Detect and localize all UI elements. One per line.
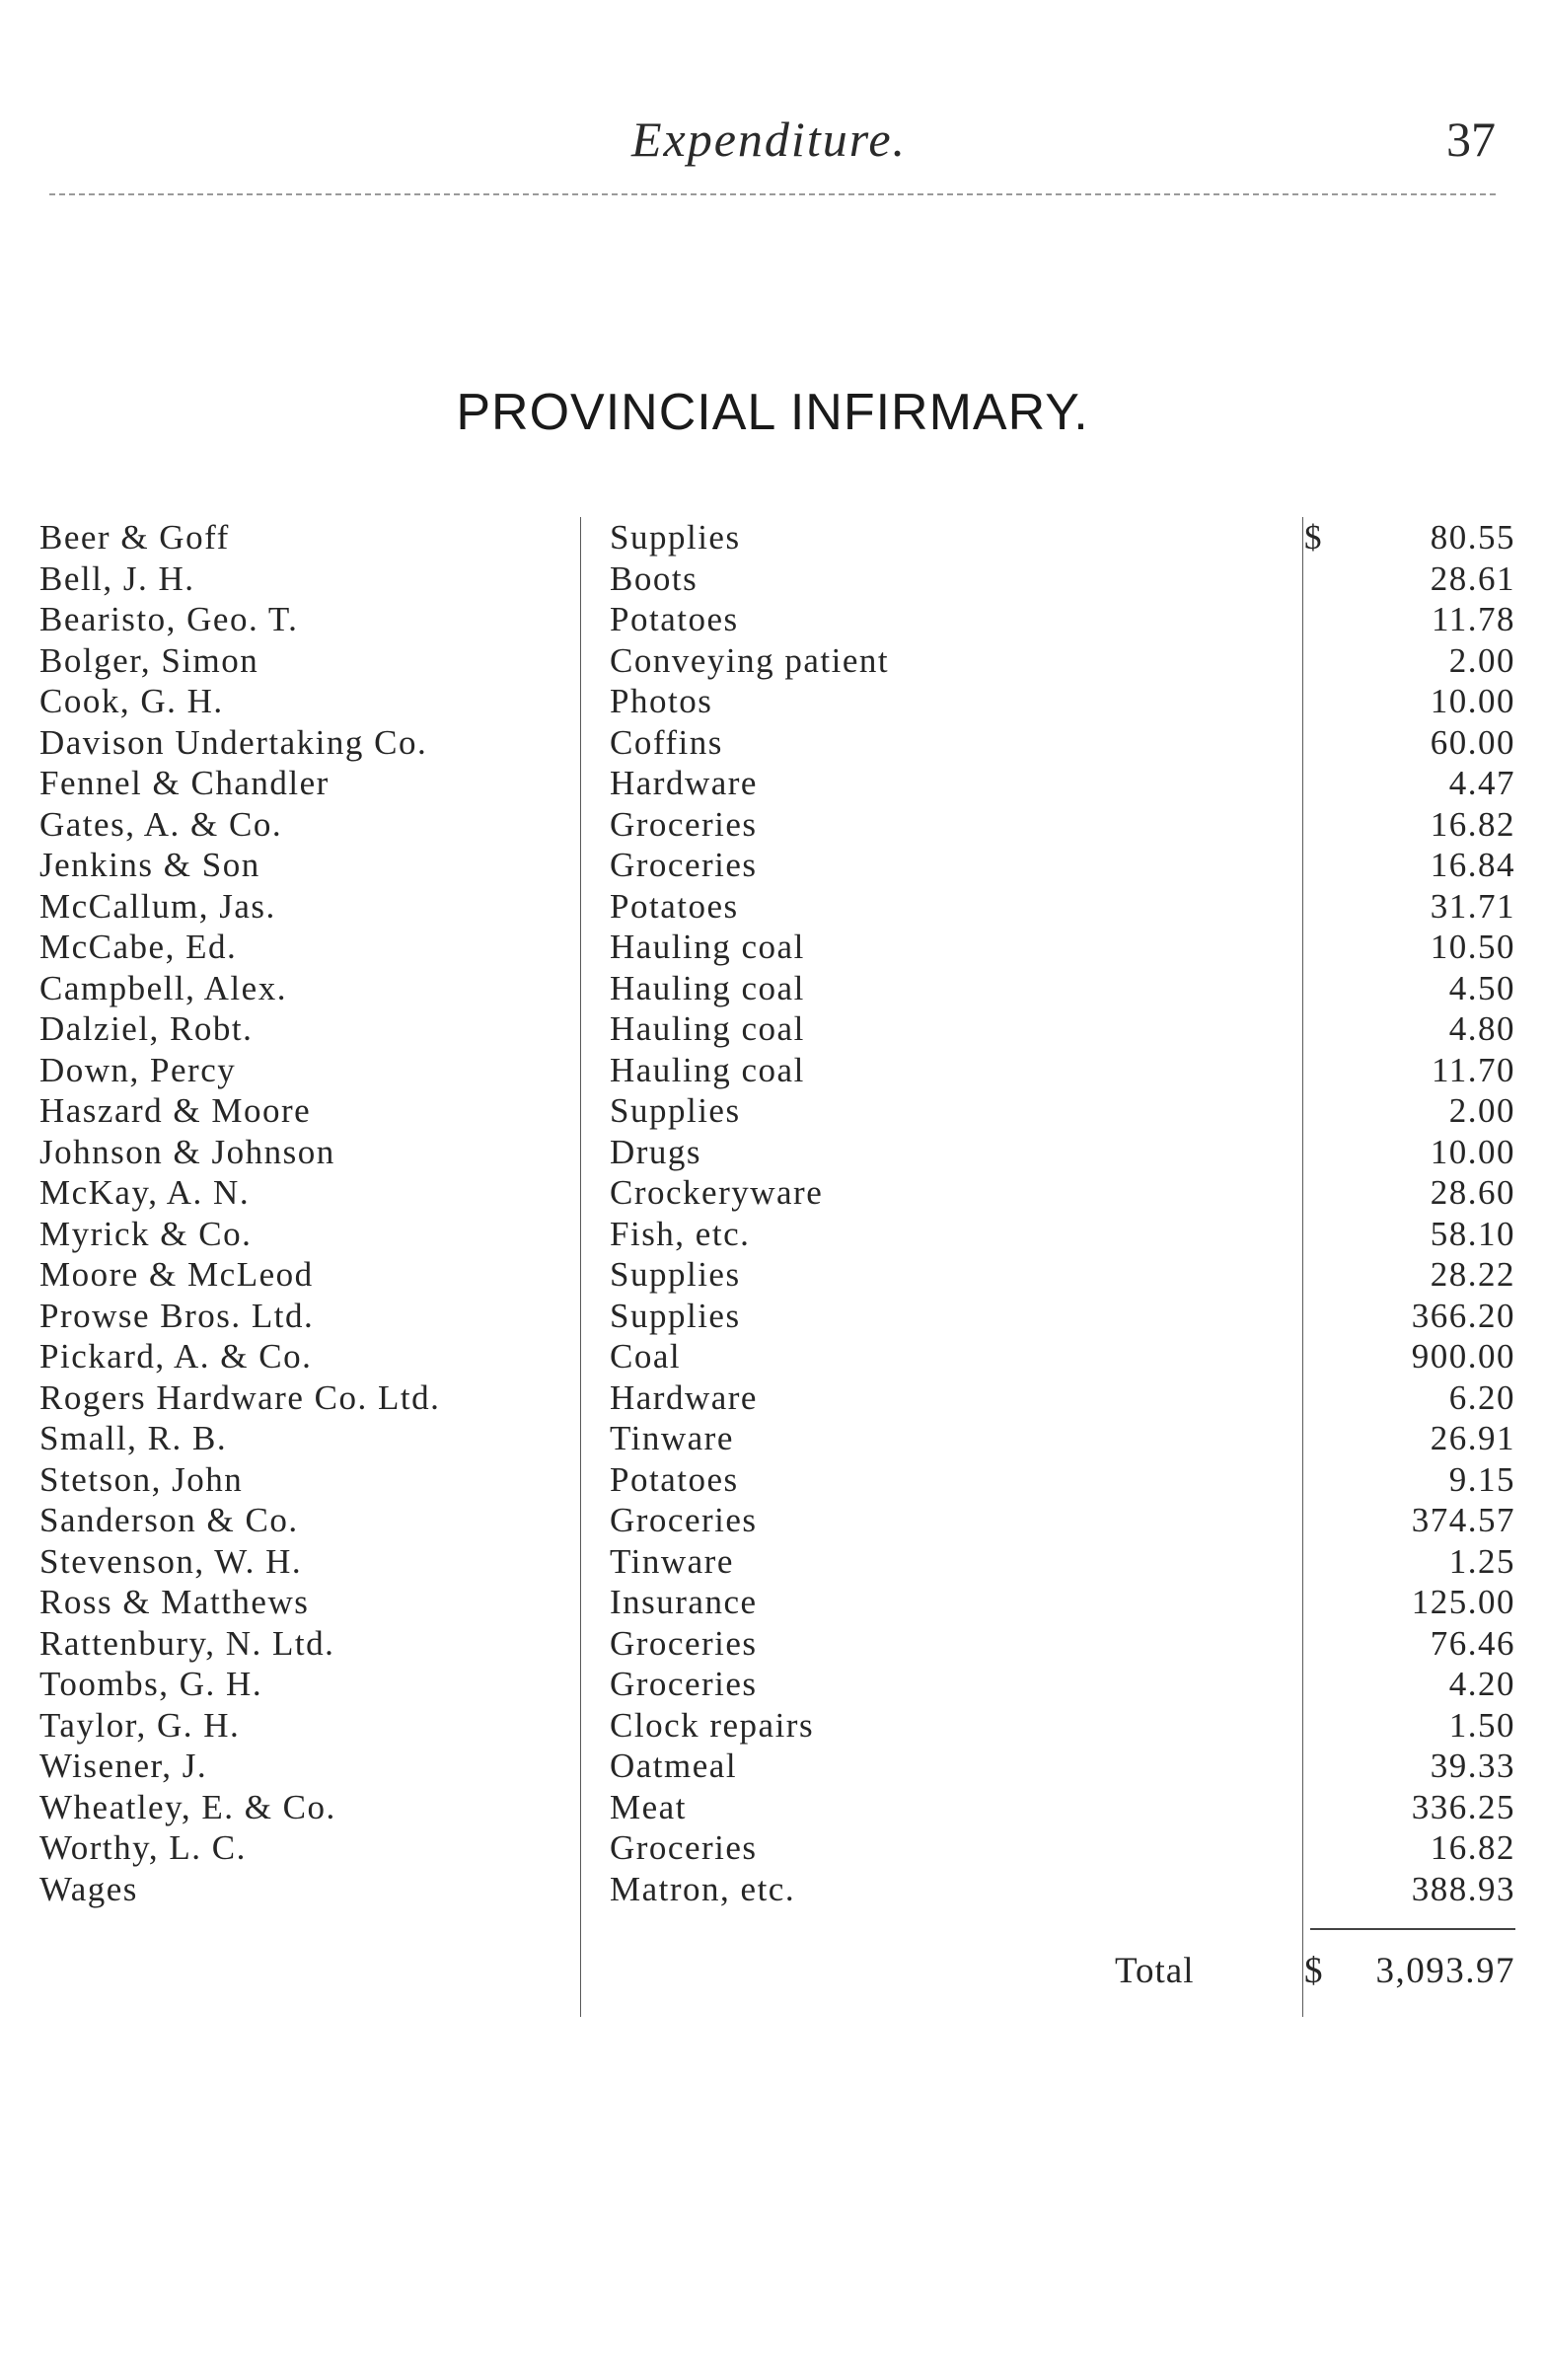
expense-amount: 4.80 [1448,1009,1515,1048]
table-row [0,1787,1545,1828]
expense-amount: 60.00 [1430,722,1515,762]
expense-amount: 388.93 [1411,1869,1515,1908]
expense-item: Supplies [610,1091,741,1130]
expense-amount: 31.71 [1430,886,1515,926]
expense-amount: 28.61 [1430,558,1515,598]
payee-name: Ross & Matthews [39,1583,310,1621]
expense-amount: 28.60 [1430,1173,1515,1212]
payee-name: Down, Percy [39,1050,237,1089]
table-row [0,1459,1545,1501]
expense-amount: 336.25 [1411,1787,1515,1826]
expense-item: Groceries [610,846,758,884]
table-row [0,1254,1545,1296]
expense-amount: 39.33 [1430,1747,1515,1785]
expense-item: Tinware [610,1419,734,1457]
expense-amount: 366.20 [1411,1296,1515,1335]
expense-item: Groceries [610,1623,758,1663]
table-row [0,927,1545,968]
table-row [0,1746,1545,1787]
table-row [0,1296,1545,1337]
expense-item: Hauling coal [610,1050,805,1089]
table-row [0,681,1545,722]
table-row [0,517,1545,558]
table-row [0,1664,1545,1705]
expense-amount: 76.46 [1430,1623,1515,1663]
expense-amount: 58.10 [1430,1214,1515,1253]
payee-name: Taylor, G. H. [39,1705,241,1745]
payee-name: Dalziel, Robt. [39,1009,254,1048]
table-row [0,640,1545,682]
expense-amount: 900.00 [1411,1337,1515,1376]
expense-item: Potatoes [610,886,739,926]
expense-amount: 1.25 [1448,1541,1515,1581]
table-row [0,1705,1545,1747]
expense-item: Supplies [610,518,741,557]
payee-name: Small, R. B. [39,1419,228,1457]
table-row [0,1377,1545,1419]
expense-item: Groceries [610,1828,758,1867]
expense-item: Potatoes [610,1459,739,1499]
table-row [0,1418,1545,1459]
expense-item: Clock repairs [610,1705,815,1745]
expense-item: Groceries [610,1501,758,1539]
payee-name: Sanderson & Co. [39,1501,299,1539]
expense-amount: 9.15 [1448,1459,1515,1499]
expense-item: Insurance [610,1583,758,1621]
payee-name: Worthy, L. C. [39,1828,247,1867]
expense-amount: 80.55 [1430,518,1515,557]
payee-name: Stetson, John [39,1459,244,1499]
table-row [0,1090,1545,1132]
payee-name: Cook, G. H. [39,682,224,720]
expense-item: Potatoes [610,600,739,638]
expense-amount: 2.00 [1448,1091,1515,1130]
expense-amount: 28.22 [1430,1255,1515,1294]
expense-amount: 16.82 [1430,804,1515,844]
expense-amount: 10.00 [1430,1132,1515,1171]
table-row [0,763,1545,804]
table-row [0,1541,1545,1583]
payee-name: Beer & Goff [39,518,230,557]
expense-item: Groceries [610,1665,758,1703]
expense-item: Hauling coal [610,928,805,966]
payee-name: Rattenbury, N. Ltd. [39,1623,335,1663]
section-title: PROVINCIAL INFIRMARY. [456,384,1089,441]
expense-amount: 10.00 [1430,682,1515,720]
payee-name: Johnson & Johnson [39,1132,335,1171]
payee-name: Jenkins & Son [39,846,260,884]
payee-name: Bell, J. H. [39,558,195,598]
payee-name: Fennel & Chandler [39,764,330,802]
expense-item: Supplies [610,1255,741,1294]
table-row [0,1623,1545,1665]
total-rule [1310,1928,1515,1930]
table-row [0,722,1545,764]
expenditure-table [0,517,1545,1909]
expense-amount: 16.82 [1430,1828,1515,1867]
expense-amount: 26.91 [1430,1419,1515,1457]
table-row [0,1582,1545,1623]
expense-item: Groceries [610,804,758,844]
table-row [0,804,1545,846]
payee-name: Davison Undertaking Co. [39,722,428,762]
table-row [0,968,1545,1009]
header-rule [49,193,1496,195]
payee-name: Campbell, Alex. [39,968,287,1007]
expense-amount: 4.47 [1448,764,1515,802]
expense-item: Hauling coal [610,968,805,1007]
payee-name: Rogers Hardware Co. Ltd. [39,1377,441,1417]
table-row [0,1500,1545,1541]
expense-item: Boots [610,558,699,598]
payee-name: Wages [39,1869,138,1908]
expense-item: Drugs [610,1132,702,1171]
expense-item: Hauling coal [610,1009,805,1048]
expense-amount: 11.70 [1432,1050,1515,1089]
table-row [0,1132,1545,1173]
expense-item: Hardware [610,1377,758,1417]
running-title: Expenditure. [631,112,908,167]
table-row [0,886,1545,928]
expense-amount: 2.00 [1448,640,1515,680]
payee-name: Stevenson, W. H. [39,1541,303,1581]
expense-amount: 11.78 [1432,600,1515,638]
payee-name: Haszard & Moore [39,1091,312,1130]
expense-amount: 125.00 [1411,1583,1515,1621]
table-row [0,1008,1545,1050]
expense-amount: 16.84 [1430,846,1515,884]
payee-name: Wisener, J. [39,1747,208,1785]
expense-item: Photos [610,682,713,720]
table-row [0,1050,1545,1091]
payee-name: Toombs, G. H. [39,1665,263,1703]
payee-name: Wheatley, E. & Co. [39,1787,336,1826]
expense-item: Oatmeal [610,1747,738,1785]
expense-amount: 10.50 [1430,928,1515,966]
payee-name: Myrick & Co. [39,1214,253,1253]
table-row [0,1827,1545,1869]
total-row [0,1950,1545,1995]
payee-name: Prowse Bros. Ltd. [39,1296,315,1335]
total-value: 3,093.97 [1375,1951,1515,1991]
payee-name: Bearisto, Geo. T. [39,600,299,638]
expense-item: Tinware [610,1541,734,1581]
expense-item: Coal [610,1337,682,1376]
page-number: 37 [1446,112,1496,167]
running-head [0,111,1545,170]
payee-name: Bolger, Simon [39,640,259,680]
payee-name: McKay, A. N. [39,1173,251,1212]
table-row [0,1336,1545,1377]
expense-amount: 1.50 [1448,1705,1515,1745]
table-row [0,558,1545,600]
table-row [0,599,1545,640]
payee-name: McCallum, Jas. [39,886,276,926]
expense-item: Fish, etc. [610,1214,751,1253]
expense-amount: 374.57 [1411,1501,1515,1539]
expense-item: Matron, etc. [610,1869,796,1908]
payee-name: McCabe, Ed. [39,928,238,966]
expense-amount: 4.20 [1448,1665,1515,1703]
table-row [0,1172,1545,1214]
payee-name: Gates, A. & Co. [39,804,283,844]
payee-name: Moore & McLeod [39,1255,314,1294]
table-row [0,1214,1545,1255]
expense-item: Coffins [610,722,723,762]
table-row [0,1869,1545,1910]
currency-symbol: $ [1304,518,1322,557]
expense-item: Hardware [610,764,758,802]
expense-item: Crockeryware [610,1173,824,1212]
expense-amount: 4.50 [1448,968,1515,1007]
expense-amount: 6.20 [1448,1377,1515,1417]
expense-item: Meat [610,1787,687,1826]
payee-name: Pickard, A. & Co. [39,1337,313,1376]
total-currency-symbol: $ [1304,1951,1323,1991]
total-label: Total [1115,1951,1195,1991]
table-row [0,845,1545,886]
expense-item: Supplies [610,1296,741,1335]
expense-item: Conveying patient [610,640,890,680]
